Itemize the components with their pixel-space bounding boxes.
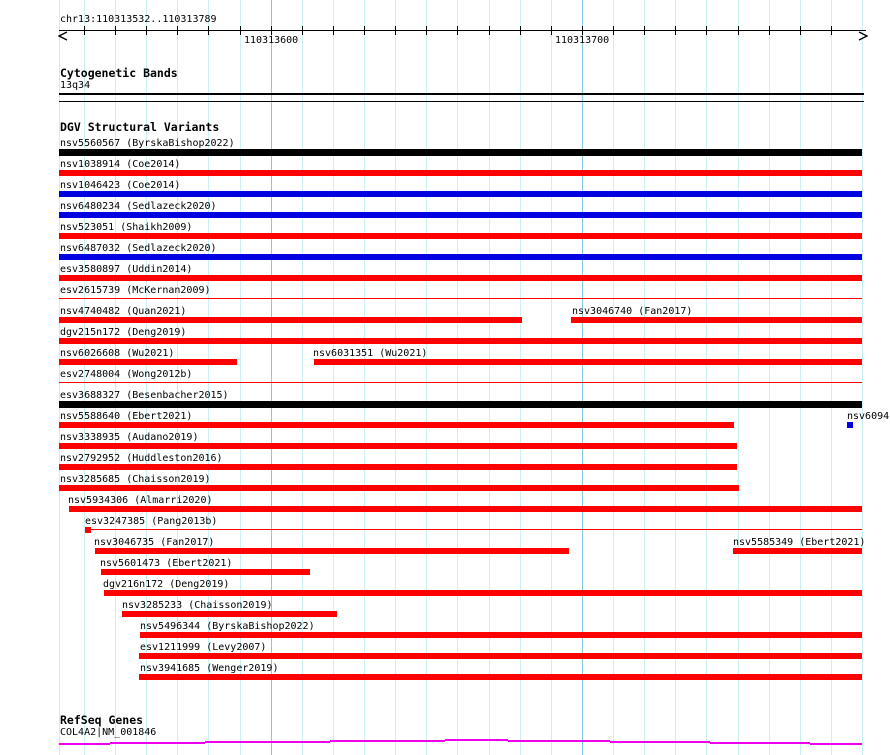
minor-gridline: [644, 0, 645, 755]
ruler-axis-line: [59, 30, 866, 31]
minor-gridline: [831, 0, 832, 755]
variant-label: nsv5601473 (Ebert2021): [100, 558, 233, 569]
minor-gridline: [457, 0, 458, 755]
ruler-tick: [457, 26, 458, 35]
ruler-tick: [208, 26, 209, 35]
cytoband-box-bottom: [59, 101, 864, 102]
variant-connector-line[interactable]: [91, 529, 862, 530]
variant-label: nsv3046740 (Fan2017): [572, 306, 693, 317]
ruler-tick: [520, 26, 521, 35]
ruler-tick: [800, 26, 801, 35]
gene-structure-line[interactable]: [205, 741, 330, 743]
ruler-tick: [551, 26, 552, 35]
minor-gridline: [395, 0, 396, 755]
variant-label: nsv5496344 (ByrskaBishop2022): [140, 621, 315, 632]
ruler-tick: [333, 26, 334, 35]
ruler-tick: [706, 26, 707, 35]
variant-label: nsv1038914 (Coe2014): [60, 159, 181, 170]
variant-label: esv3247385 (Pang2013b): [85, 516, 218, 527]
minor-gridline: [551, 0, 552, 755]
ruler-tick: [364, 26, 365, 35]
minor-gridline: [769, 0, 770, 755]
variant-label: esv3580897 (Uddin2014): [60, 264, 193, 275]
variant-label: nsv6487032 (Sedlazeck2020): [60, 243, 217, 254]
gene-structure-line[interactable]: [110, 742, 205, 744]
variant-label: esv2615739 (McKernan2009): [60, 285, 211, 296]
ruler-tick: [84, 26, 85, 35]
minor-gridline: [426, 0, 427, 755]
variant-bar[interactable]: [59, 149, 862, 156]
ruler-tick: [489, 26, 490, 35]
variant-label: nsv3046735 (Fan2017): [94, 537, 215, 548]
gene-structure-line[interactable]: [810, 743, 862, 745]
ruler-tick: [738, 26, 739, 35]
variant-label: nsv2792952 (Huddleston2016): [60, 453, 223, 464]
variant-label: nsv6026608 (Wu2021): [60, 348, 175, 359]
ruler-tick: [613, 26, 614, 35]
track-title-dgv-structural-variants: DGV Structural Variants: [60, 120, 220, 134]
variant-label: esv1211999 (Levy2007): [140, 642, 267, 653]
variant-label: nsv523051 (Shaikh2009): [60, 222, 193, 233]
refseq-gene-label: COL4A2|NM_001846: [60, 727, 157, 738]
variant-label: nsv5588640 (Ebert2021): [60, 411, 193, 422]
ruler-tick: [675, 26, 676, 35]
variant-label: nsv5585349 (Ebert2021): [733, 537, 866, 548]
major-gridline: [271, 0, 272, 755]
variant-label: nsv5934306 (Almarri2020): [68, 495, 213, 506]
gene-structure-line[interactable]: [610, 741, 710, 743]
region-title: chr13:110313532..110313789: [60, 14, 217, 25]
ruler-tick: [426, 26, 427, 35]
minor-gridline: [675, 0, 676, 755]
variant-label: nsv3338935 (Audano2019): [60, 432, 199, 443]
ruler-tick: [177, 26, 178, 35]
ruler-tick: [582, 26, 583, 35]
minor-gridline: [364, 0, 365, 755]
variant-bar[interactable]: [59, 401, 862, 408]
minor-gridline: [489, 0, 490, 755]
variant-label: dgv216n172 (Deng2019): [103, 579, 230, 590]
ruler-tick: [302, 26, 303, 35]
variant-label: nsv6031351 (Wu2021): [313, 348, 428, 359]
ruler-tick: [831, 26, 832, 35]
variant-label: esv3688327 (Besenbacher2015): [60, 390, 229, 401]
minor-gridline: [738, 0, 739, 755]
minor-gridline: [706, 0, 707, 755]
minor-gridline: [613, 0, 614, 755]
ruler-tick: [395, 26, 396, 35]
gene-structure-line[interactable]: [710, 742, 810, 744]
variant-label: nsv6094: [847, 411, 890, 422]
minor-gridline: [520, 0, 521, 755]
ruler-tick: [115, 26, 116, 35]
minor-gridline: [333, 0, 334, 755]
variant-connector-line[interactable]: [59, 298, 862, 299]
variant-label: nsv3941685 (Wenger2019): [140, 663, 279, 674]
gene-structure-line[interactable]: [330, 740, 445, 742]
variant-label: nsv3285685 (Chaisson2019): [60, 474, 211, 485]
right-arrow-icon: [858, 26, 868, 45]
variant-label: dgv215n172 (Deng2019): [60, 327, 187, 338]
variant-label: nsv1046423 (Coe2014): [60, 180, 181, 191]
gene-structure-line[interactable]: [59, 743, 110, 745]
gene-structure-line[interactable]: [445, 739, 508, 741]
variant-label: esv2748004 (Wong2012b): [60, 369, 193, 380]
ruler-tick: [769, 26, 770, 35]
minor-gridline: [302, 0, 303, 755]
ruler-tick-label: 110313600: [244, 35, 299, 46]
ruler-tick: [240, 26, 241, 35]
track-title-cytogenetic-bands: Cytogenetic Bands: [60, 66, 178, 80]
ruler-tick: [146, 26, 147, 35]
variant-label: nsv5560567 (ByrskaBishop2022): [60, 138, 235, 149]
minor-gridline: [800, 0, 801, 755]
cytoband-label: 13q34: [60, 80, 91, 91]
left-arrow-icon: [58, 26, 68, 45]
track-title-refseq-genes: RefSeq Genes: [60, 713, 144, 727]
variant-label: nsv6480234 (Sedlazeck2020): [60, 201, 217, 212]
gene-structure-line[interactable]: [508, 740, 610, 742]
variant-label: nsv3285233 (Chaisson2019): [122, 600, 273, 611]
ruler-tick: [271, 26, 272, 35]
major-gridline: [582, 0, 583, 755]
ruler-tick: [644, 26, 645, 35]
variant-connector-line[interactable]: [59, 382, 862, 383]
variant-label: nsv4740482 (Quan2021): [60, 306, 187, 317]
ruler-tick-label: 110313700: [555, 35, 610, 46]
minor-gridline: [862, 0, 863, 755]
cytoband-box-top: [59, 93, 864, 95]
